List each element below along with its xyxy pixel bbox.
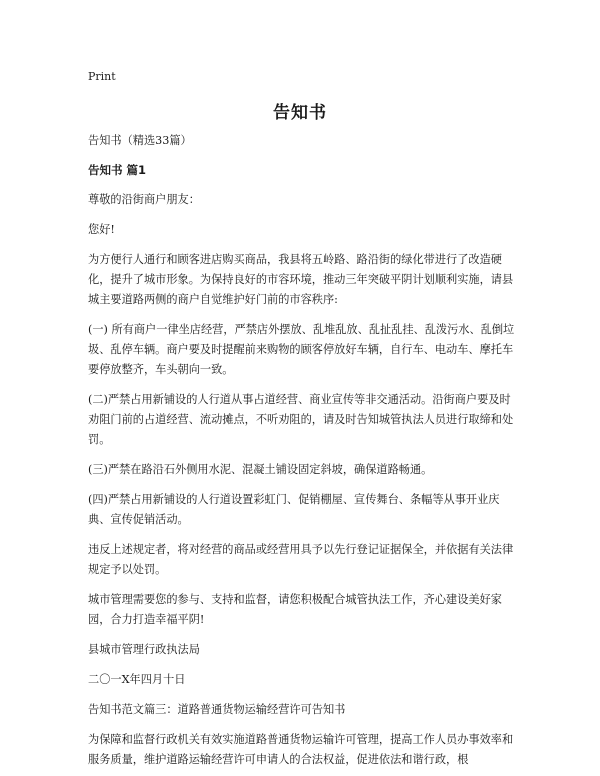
print-label: Print: [88, 70, 116, 83]
rule-4: (四)严禁占用新铺设的人行道设置彩虹门、促销棚屋、宣传舞台、条幅等从事开业庆典、宣传促销活动。: [88, 493, 500, 526]
salutation: 您好!: [88, 223, 115, 236]
next-section-intro: 为保障和监督行政机关有效实施道路普通货物运输许可管理，提高工作人员办事效率和服务质量，维护道路运输经营许可申请人的合法权益，促进依法和谐行政，根: [88, 733, 514, 766]
rule-2: (二)严禁占用新铺设的人行道从事占道经营、商业宣传等非交通活动。沿街商户要及时劝阻门前的占道经营、流动摊点，不听劝阻的，请及时告知城管执法人员进行取缔和处罚。: [88, 393, 514, 446]
date: 二〇一X年四月十日: [88, 673, 186, 686]
appeal-paragraph: 城市管理需要您的参与、支持和监督，请您积极配合城管执法工作，齐心建设美好家园，合力打造幸福平阴!: [88, 593, 502, 626]
greeting: 尊敬的沿街商户朋友：: [88, 193, 200, 206]
next-section-title: 告知书范文篇三：道路普通货物运输经营许可告知书: [88, 703, 346, 716]
intro-paragraph: 为方便行人通行和顾客进店购买商品，我县将五岭路、路沿街的绿化带进行了改造硬化，提升了城市形象。为保持良好的市容环境，推动三年突破平阴计划顺利实施，请县城主要道路两侧的商户自觉维护好门前的市容秩序:: [88, 253, 514, 306]
rule-1: (一) 所有商户一律坐店经营，严禁店外摆放、乱堆乱放、乱扯乱挂、乱泼污水、乱倒垃圾、乱停车辆。商户要及时提醒前来购物的顾客停放好车辆，自行车、电动车、摩托车要停放整齐，车头朝向一致。: [88, 323, 515, 376]
document-body: [88, 131, 520, 776]
section-heading: 告知书 篇1: [88, 163, 147, 177]
issuer: 县城市管理行政执法局: [88, 643, 200, 656]
document-subtitle: 告知书（精选33篇）: [88, 134, 192, 147]
rule-3: (三)严禁在路沿石外侧用水泥、混凝土铺设固定斜坡，确保道路畅通。: [88, 463, 433, 476]
document-title: 告知书: [273, 103, 327, 123]
penalty-paragraph: 违反上述规定者，将对经营的商品或经营用具予以先行登记证据保全，并依据有关法律规定予以处罚。: [88, 543, 514, 576]
